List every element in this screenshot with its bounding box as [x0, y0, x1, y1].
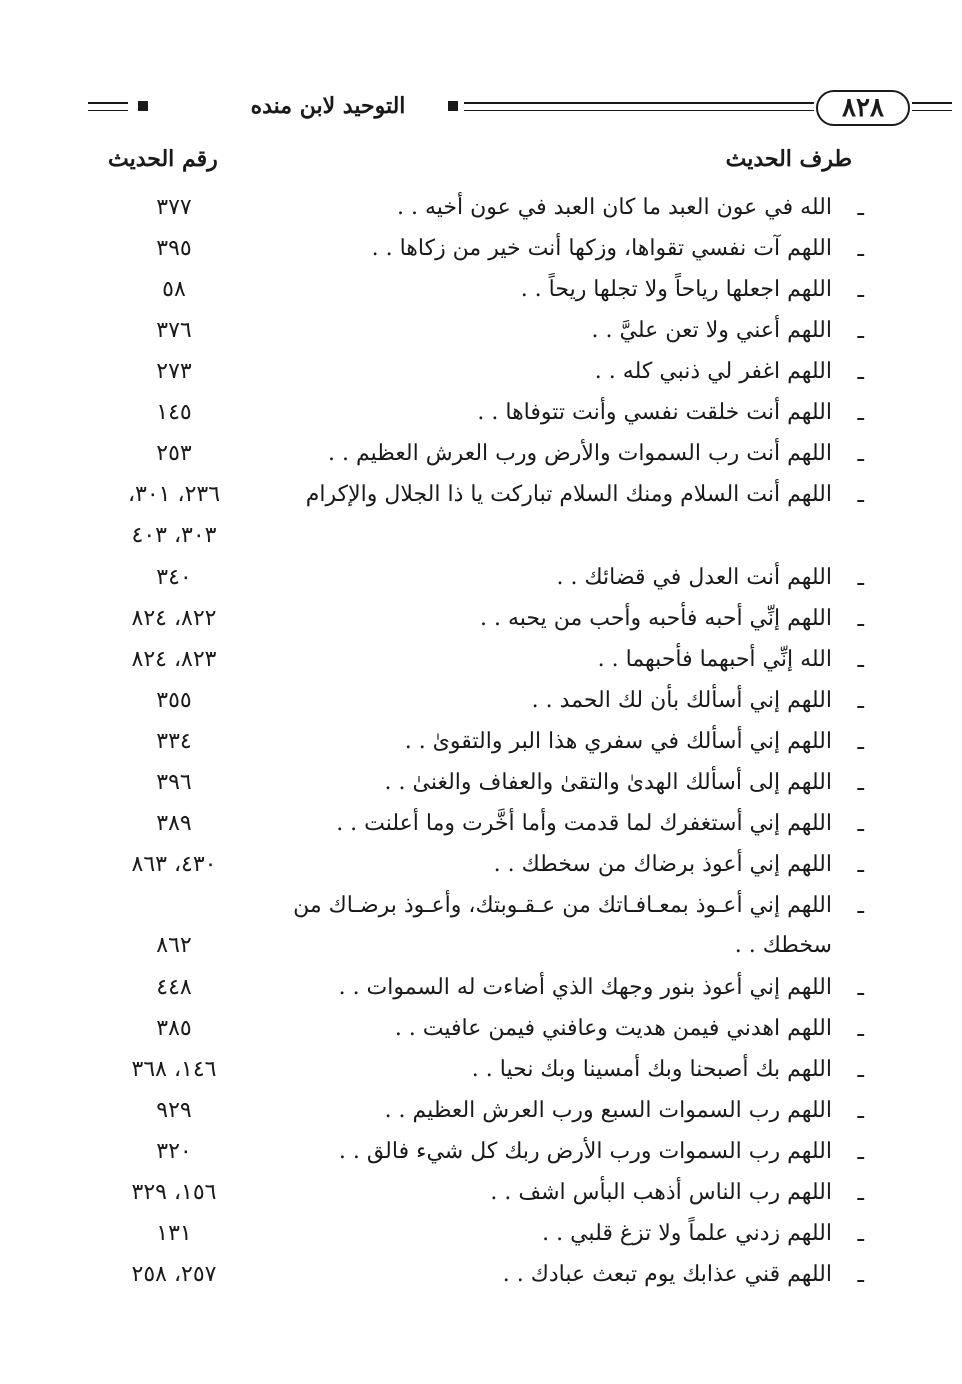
- bullet-dash: ـ: [857, 566, 864, 591]
- bullet-dash: ـ: [857, 607, 864, 632]
- hadith-text: اللهم أعني ولا تعن عليَّ . .: [591, 318, 832, 343]
- hadith-text: اللهم إني أستغفرك لما قدمت وأما أخَّرت وما أعلنت . .: [336, 811, 832, 836]
- bullet-dash: ـ: [857, 648, 864, 673]
- bullet-dash: ـ: [857, 1058, 864, 1083]
- header-rule-middle: [464, 102, 814, 104]
- hadith-text: اللهم بك أصبحنا وبك أمسينا وبك نحيا . .: [471, 1057, 832, 1082]
- hadith-text: اللهم إنِّي أحبه فأحبه وأحب من يحبه . .: [479, 606, 832, 631]
- hadith-text: اللهم قني عذابك يوم تبعث عبادك . .: [502, 1262, 832, 1287]
- header-rule-left-thin: [88, 110, 128, 111]
- page-number: ٨٢٨: [816, 90, 910, 126]
- hadith-text: اللهم أنت السلام ومنك السلام تباركت يا ذا الجلال والإكرام: [305, 482, 832, 507]
- hadith-text-continued: سخطك . .: [734, 933, 832, 958]
- bullet-dash: ـ: [857, 196, 864, 221]
- bullet-dash: ـ: [857, 442, 864, 467]
- bullet-dash: ـ: [857, 237, 864, 262]
- bullet-dash: ـ: [857, 771, 864, 796]
- hadith-number: ٣٩٥: [156, 236, 192, 261]
- hadith-text: الله إنِّي أحبهما فأحبهما . .: [597, 647, 832, 672]
- bullet-dash: ـ: [857, 853, 864, 878]
- bullet-dash: ـ: [857, 812, 864, 837]
- hadith-number: ٤٤٨: [156, 975, 192, 1000]
- bullet-dash: ـ: [857, 894, 864, 919]
- bullet-dash: ـ: [857, 976, 864, 1001]
- hadith-number: ١٥٦، ٣٢٩: [131, 1180, 217, 1205]
- hadith-number: ٢٣٦، ٣٠١،: [127, 482, 221, 507]
- hadith-text: اللهم رب السموات ورب الأرض ربك كل شيء فالق . .: [338, 1139, 832, 1164]
- hadith-number-continued: ٣٠٣، ٤٠٣: [131, 523, 217, 548]
- header-square-left: [138, 101, 148, 111]
- hadith-text: اللهم إني أسألك بأن لك الحمد . .: [531, 688, 832, 713]
- hadith-text: اللهم آت نفسي تقواها، وزكها أنت خير من زكاها . .: [371, 236, 832, 261]
- hadith-text: اللهم أنت خلقت نفسي وأنت تتوفاها . .: [477, 400, 832, 425]
- hadith-number: ٣٩٦: [156, 770, 192, 795]
- hadith-number: ٣٨٩: [156, 811, 192, 836]
- hadith-text: اللهم اجعلها رياحاً ولا تجلها ريحاً . .: [520, 277, 832, 302]
- hadith-number: ٣٨٥: [156, 1016, 192, 1041]
- hadith-text: اللهم أنت رب السموات والأرض ورب العرش العظيم . .: [328, 441, 832, 466]
- header-rule-right-thin: [912, 110, 952, 111]
- bullet-dash: ـ: [857, 1222, 864, 1247]
- bullet-dash: ـ: [857, 1017, 864, 1042]
- hadith-text: اللهم اهدني فيمن هديت وعافني فيمن عافيت . .: [394, 1016, 832, 1041]
- header-square-right: [448, 101, 458, 111]
- bullet-dash: ـ: [857, 1263, 864, 1288]
- hadith-number: ٢٧٣: [156, 359, 192, 384]
- hadith-number: ٣٧٧: [156, 195, 192, 220]
- bullet-dash: ـ: [857, 483, 864, 508]
- hadith-number: ٥٨: [162, 277, 186, 302]
- hadith-number: ٤٣٠، ٨٦٣: [131, 852, 217, 877]
- hadith-text: اللهم إني أعـوذ بمعـافـاتك من عـقـوبتك، وأعـوذ برضـاك من: [293, 893, 832, 918]
- header-rule-right: [912, 102, 952, 104]
- hadith-text: الله في عون العبد ما كان العبد في عون أخيه . .: [396, 195, 832, 220]
- column-heading-hadith-number: رقم الحديث: [108, 146, 218, 172]
- hadith-text: اللهم إني أعوذ برضاك من سخطك . .: [493, 852, 832, 877]
- bullet-dash: ـ: [857, 278, 864, 303]
- bullet-dash: ـ: [857, 1140, 864, 1165]
- bullet-dash: ـ: [857, 1099, 864, 1124]
- bullet-dash: ـ: [857, 730, 864, 755]
- hadith-number: ٢٥٣: [156, 441, 192, 466]
- hadith-number: ٨٦٢: [156, 933, 192, 958]
- book-title: التوحيد لابن منده: [218, 88, 438, 124]
- hadith-text: اللهم اغفر لي ذنبي كله . .: [594, 359, 832, 384]
- hadith-number: ٨٢٣، ٨٢٤: [131, 647, 217, 672]
- page-header: [88, 88, 884, 128]
- hadith-number: ٣٥٥: [156, 688, 192, 713]
- hadith-number: ١٣١: [156, 1221, 192, 1246]
- bullet-dash: ـ: [857, 689, 864, 714]
- hadith-number: ٨٢٢، ٨٢٤: [131, 606, 217, 631]
- hadith-number: ١٤٥: [156, 400, 192, 425]
- hadith-text: اللهم رب السموات السبع ورب العرش العظيم . .: [384, 1098, 832, 1123]
- hadith-number: ٢٥٧، ٢٥٨: [131, 1262, 217, 1287]
- hadith-number: ١٤٦، ٣٦٨: [131, 1057, 217, 1082]
- hadith-text: اللهم إني أعوذ بنور وجهك الذي أضاءت له السموات . .: [338, 975, 832, 1000]
- hadith-number: ٣٣٤: [156, 729, 192, 754]
- header-rule-middle-thin: [464, 110, 814, 111]
- bullet-dash: ـ: [857, 319, 864, 344]
- hadith-number: ٣٢٠: [156, 1139, 192, 1164]
- bullet-dash: ـ: [857, 1181, 864, 1206]
- bullet-dash: ـ: [857, 360, 864, 385]
- hadith-number: ٩٢٩: [156, 1098, 192, 1123]
- hadith-number: ٣٤٠: [156, 565, 192, 590]
- hadith-number: ٣٧٦: [156, 318, 192, 343]
- header-rule-left: [88, 102, 128, 104]
- bullet-dash: ـ: [857, 401, 864, 426]
- column-heading-hadith-start: طرف الحديث: [725, 146, 852, 172]
- hadith-text: اللهم إني أسألك في سفري هذا البر والتقوىٰ . .: [404, 729, 832, 754]
- hadith-text: اللهم رب الناس أذهب البأس اشف . .: [490, 1180, 832, 1205]
- hadith-text: اللهم زدني علماً ولا تزغ قلبي . .: [542, 1221, 832, 1246]
- hadith-text: اللهم أنت العدل في قضائك . .: [556, 565, 832, 590]
- hadith-text: اللهم إلى أسألك الهدىٰ والتقىٰ والعفاف والغنىٰ . .: [384, 770, 832, 795]
